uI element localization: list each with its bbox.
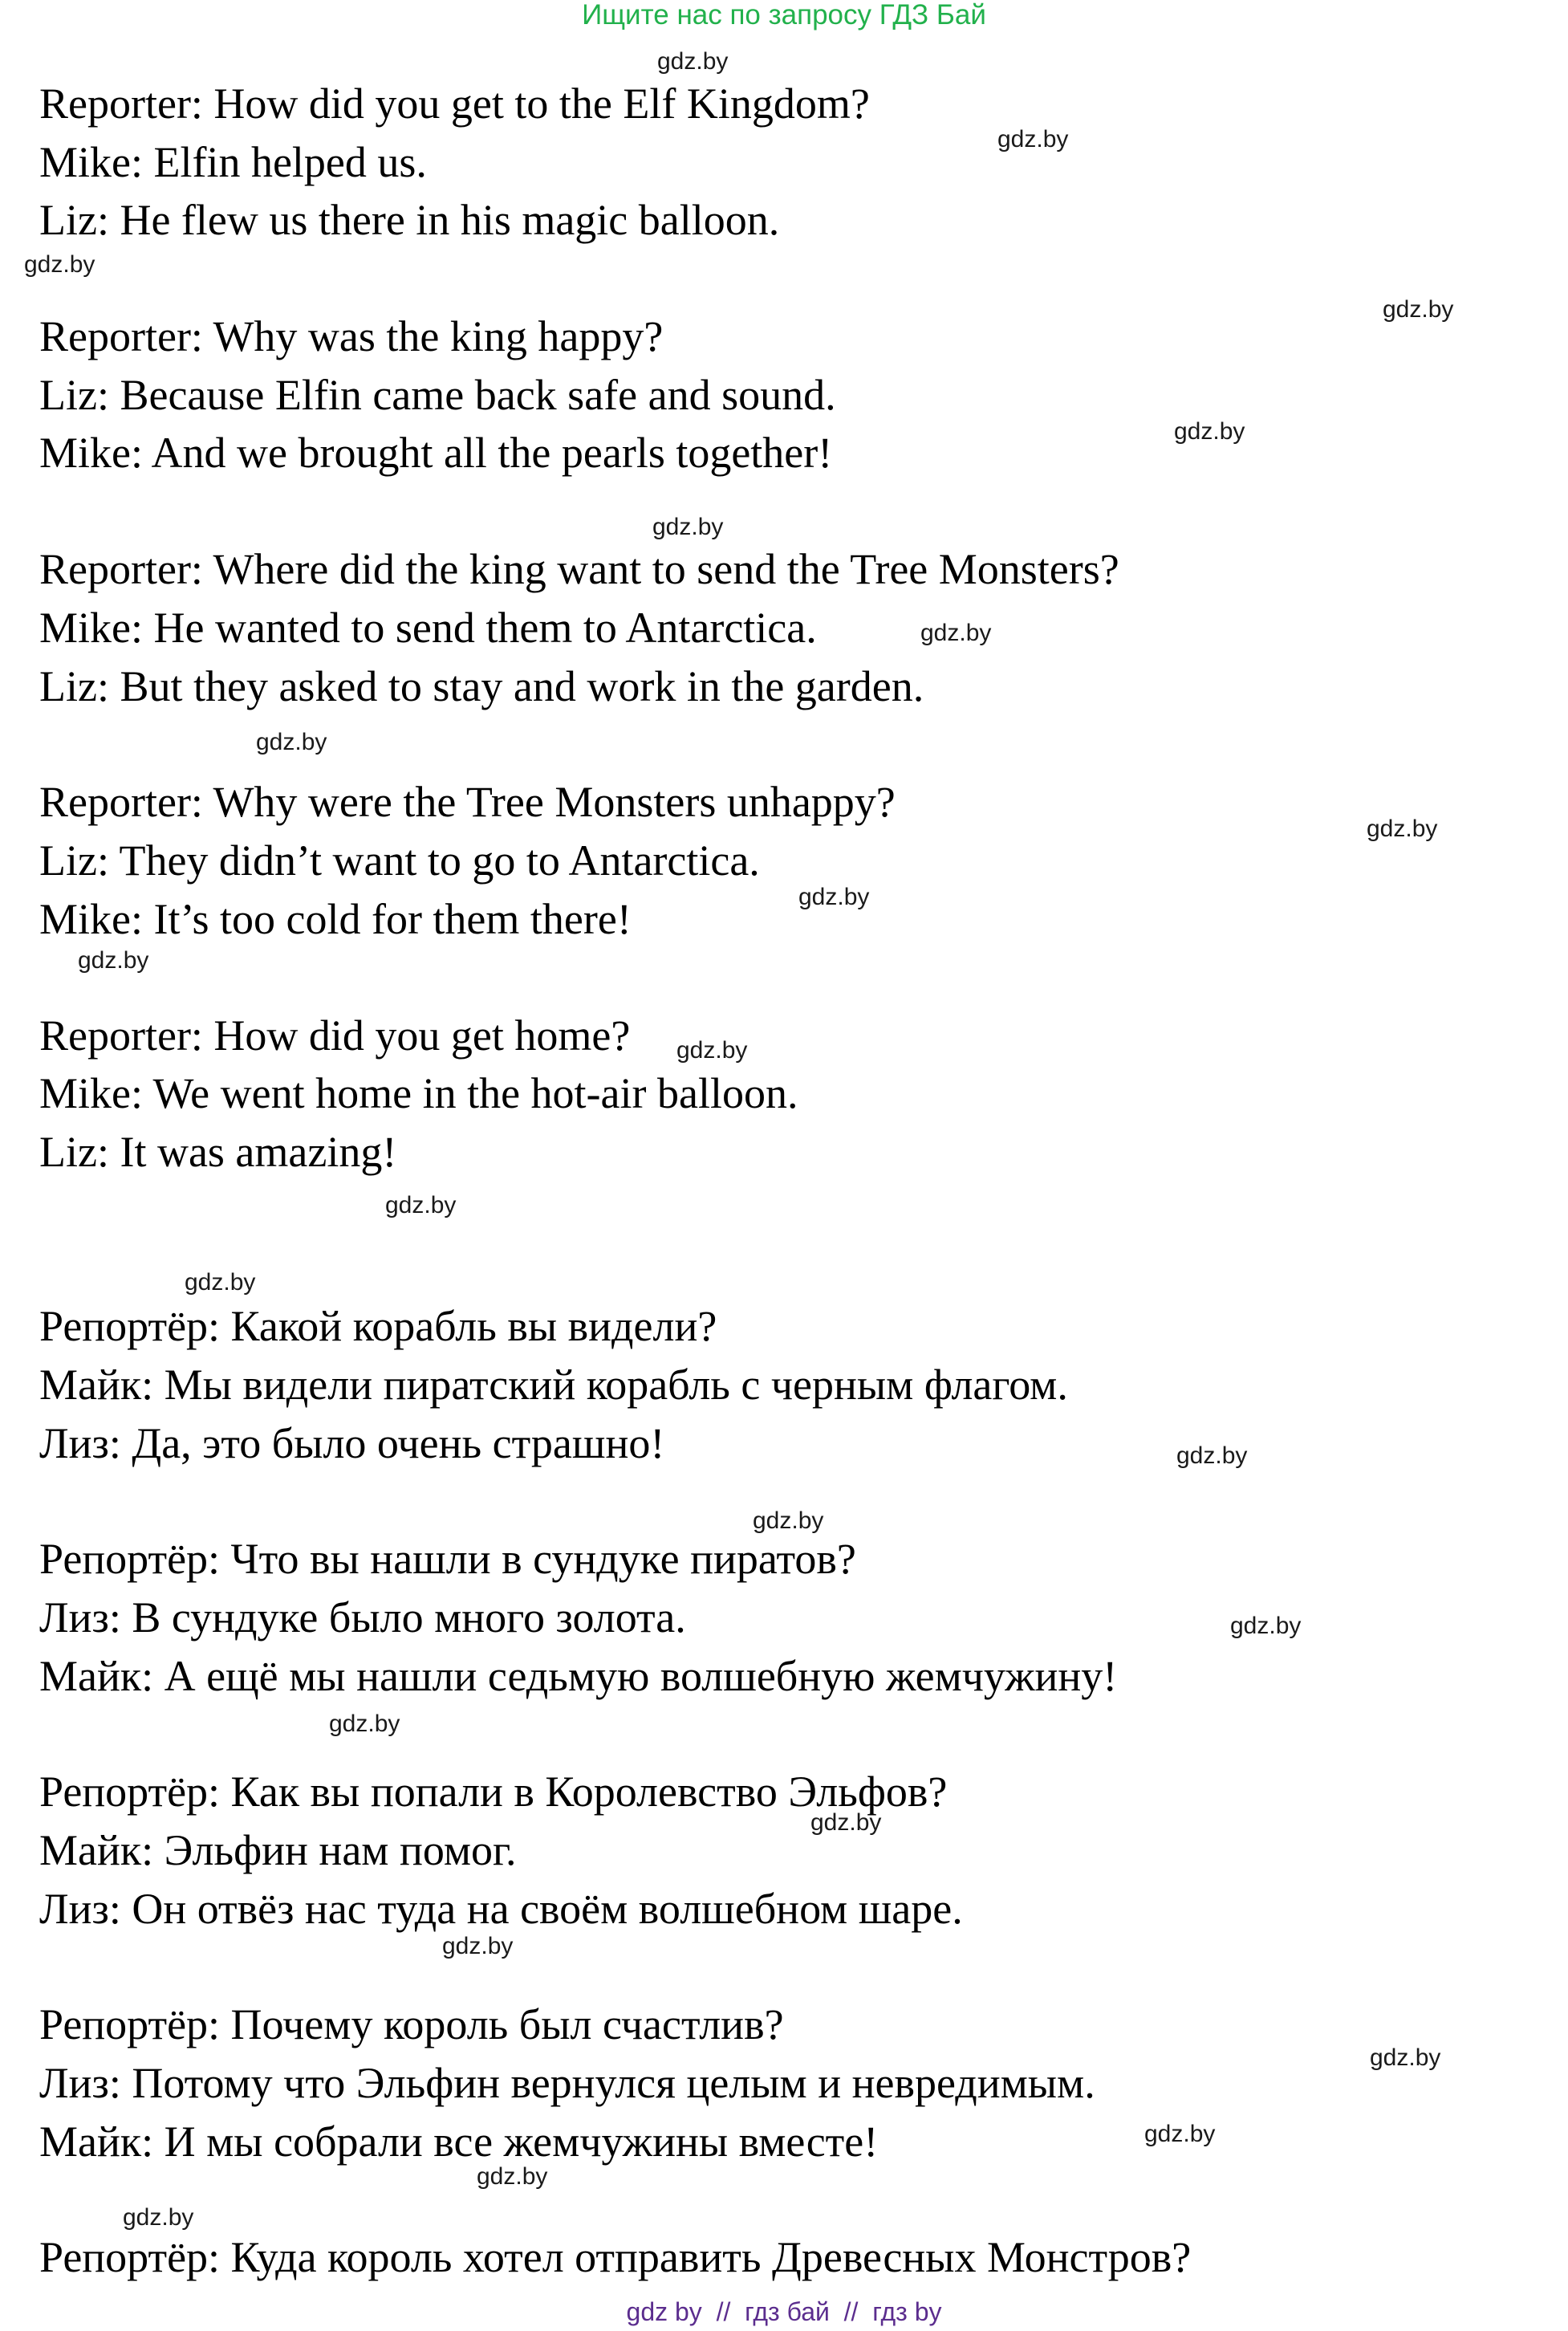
dialogue-line: Mike: We went home in the hot-air balloon.	[39, 1069, 798, 1117]
watermark: gdz.by	[676, 1037, 748, 1064]
watermark: gdz.by	[1144, 2121, 1216, 2147]
page-footer-links: gdz by // гдз бай // гдз by	[626, 2297, 942, 2326]
dialogue-line: Liz: It was amazing!	[39, 1128, 397, 1176]
dialogue-line: Майк: И мы собрали все жемчужины вместе!	[39, 2117, 879, 2166]
watermark: gdz.by	[1230, 1613, 1302, 1639]
watermark: gdz.by	[753, 1507, 824, 1534]
dialogue-line: Mike: And we brought all the pearls together!	[39, 429, 833, 477]
dialogue-line: Reporter: How did you get to the Elf Kingdom?	[39, 79, 870, 128]
dialogue-line: Reporter: Why were the Tree Monsters unhappy?	[39, 778, 896, 826]
dialogue-line: Liz: He flew us there in his magic balloon.	[39, 196, 780, 244]
watermark: gdz.by	[256, 729, 327, 755]
watermark: gdz.by	[920, 620, 992, 646]
watermark: gdz.by	[477, 2163, 548, 2190]
dialogue-line: Liz: Because Elfin came back safe and sound.	[39, 371, 836, 419]
dialogue-line: Liz: But they asked to stay and work in the garden.	[39, 662, 924, 710]
watermark: gdz.by	[1370, 2044, 1441, 2071]
dialogue-line: Майк: Мы видели пиратский корабль с черным флагом.	[39, 1361, 1068, 1409]
watermark: gdz.by	[78, 947, 149, 974]
dialogue-line: Майк: Эльфин нам помог.	[39, 1826, 517, 1874]
dialogue-line: Reporter: Where did the king want to send the Tree Monsters?	[39, 545, 1119, 593]
dialogue-line: Лиз: Потому что Эльфин вернулся целым и невредимым.	[39, 2059, 1095, 2107]
dialogue-line: Liz: They didn’t want to go to Antarctica.	[39, 836, 760, 885]
dialogue-line: Лиз: Да, это было очень страшно!	[39, 1419, 665, 1467]
watermark: gdz.by	[185, 1269, 256, 1296]
dialogue-line: Mike: It’s too cold for them there!	[39, 895, 632, 943]
watermark: gdz.by	[810, 1809, 882, 1836]
watermark: gdz.by	[997, 126, 1069, 153]
watermark: gdz.by	[1383, 296, 1454, 323]
dialogue-line: Reporter: Why was the king happy?	[39, 312, 664, 360]
dialogue-line: Репортёр: Какой корабль вы видели?	[39, 1302, 717, 1350]
dialogue-line: Репортёр: Что вы нашли в сундуке пиратов?	[39, 1535, 856, 1583]
watermark: gdz.by	[798, 884, 870, 910]
watermark: gdz.by	[123, 2204, 194, 2231]
dialogue-line: Репортёр: Как вы попали в Королевство Эльфов?	[39, 1768, 948, 1816]
watermark: gdz.by	[24, 251, 95, 278]
watermark: gdz.by	[442, 1933, 514, 1959]
dialogue-line: Репортёр: Куда король хотел отправить Древесных Монстров?	[39, 2233, 1192, 2281]
watermark: gdz.by	[1174, 418, 1245, 445]
watermark: gdz.by	[329, 1711, 400, 1737]
dialogue-line: Лиз: Он отвёз нас туда на своём волшебном шаре.	[39, 1885, 963, 1933]
watermark: gdz.by	[657, 48, 729, 75]
dialogue-line: Mike: He wanted to send them to Antarctica.	[39, 604, 817, 652]
dialogue-line: Лиз: В сундуке было много золота.	[39, 1593, 686, 1641]
dialogue-line: Reporter: How did you get home?	[39, 1011, 631, 1060]
watermark: gdz.by	[385, 1192, 457, 1218]
dialogue-line: Майк: А ещё мы нашли седьмую волшебную жемчужину!	[39, 1652, 1118, 1700]
watermark: gdz.by	[652, 514, 724, 540]
dialogue-line: Mike: Elfin helped us.	[39, 138, 427, 186]
dialogue-line: Репортёр: Почему король был счастлив?	[39, 2000, 784, 2048]
watermark: gdz.by	[1367, 816, 1438, 842]
watermark: gdz.by	[1176, 1442, 1248, 1469]
page-header-banner: Ищите нас по запросу ГДЗ Бай	[582, 0, 986, 31]
